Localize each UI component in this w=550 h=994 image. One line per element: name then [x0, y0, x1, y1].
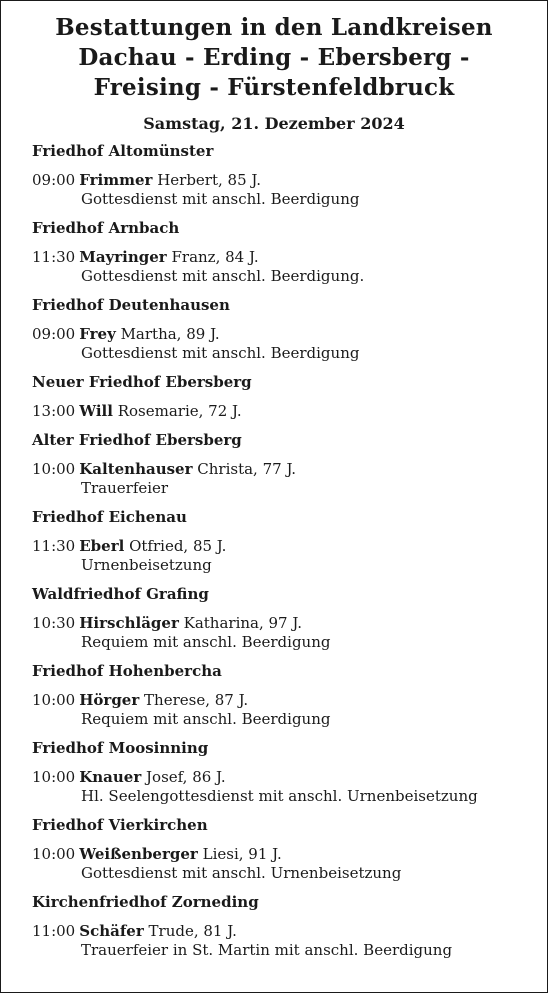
- entry-main-line: [32, 922, 547, 941]
- funeral-entry: [32, 460, 547, 498]
- entry-time: 10:00: [32, 845, 76, 863]
- cemetery-section: [1, 431, 547, 498]
- page-title: [1, 13, 547, 103]
- deceased-surname: Kaltenhauser: [79, 460, 193, 478]
- ceremony-description: Gottesdienst mit anschl. Beerdigung.: [81, 267, 365, 285]
- funeral-entry: [32, 614, 547, 652]
- entry-main-line: [32, 614, 547, 633]
- cemetery-section: [1, 296, 547, 363]
- cemetery-name: Friedhof Arnbach: [32, 219, 180, 237]
- deceased-firstname-age: Franz, 84 J.: [171, 248, 259, 266]
- ceremony-description: Gottesdienst mit anschl. Beerdigung: [81, 344, 360, 362]
- ceremony-description: Trauerfeier: [81, 479, 169, 497]
- funeral-entry: [32, 325, 547, 363]
- cemetery-section: [1, 508, 547, 575]
- entry-main-line: [32, 691, 547, 710]
- cemetery-name: Friedhof Moosinning: [32, 739, 209, 757]
- entry-main-line: [32, 460, 547, 479]
- cemetery-section: [1, 662, 547, 729]
- entry-main-line: [32, 325, 547, 344]
- date-line: Samstag, 21. Dezember 2024: [143, 114, 405, 133]
- ceremony-description: Gottesdienst mit anschl. Urnenbeisetzung: [81, 864, 402, 882]
- ceremony-description: Requiem mit anschl. Beerdigung: [81, 633, 331, 651]
- cemetery-name: Kirchenfriedhof Zorneding: [32, 893, 259, 911]
- funeral-entry: [32, 922, 547, 960]
- deceased-firstname-age: Martha, 89 J.: [120, 325, 220, 343]
- funeral-entry: [32, 402, 547, 421]
- deceased-surname: Frey: [79, 325, 116, 343]
- entry-time: 09:00: [32, 171, 76, 189]
- cemetery-section: [1, 142, 547, 209]
- cemetery-section: [1, 219, 547, 286]
- entry-main-line: [32, 845, 547, 864]
- deceased-firstname-age: Therese, 87 J.: [144, 691, 249, 709]
- entry-time: 10:00: [32, 691, 76, 709]
- funeral-entry: [32, 691, 547, 729]
- entry-time: 11:30: [32, 248, 76, 266]
- cemetery-name: Friedhof Deutenhausen: [32, 296, 230, 314]
- ceremony-description: Requiem mit anschl. Beerdigung: [81, 710, 331, 728]
- deceased-firstname-age: Otfried, 85 J.: [129, 537, 227, 555]
- deceased-firstname-age: Liesi, 91 J.: [202, 845, 282, 863]
- deceased-firstname-age: Herbert, 85 J.: [157, 171, 262, 189]
- cemetery-section: [1, 816, 547, 883]
- cemetery-name: Friedhof Altomünster: [32, 142, 214, 160]
- cemetery-section: [1, 585, 547, 652]
- funeral-entry: [32, 768, 547, 806]
- funeral-entry: [32, 537, 547, 575]
- deceased-surname: Hirschläger: [79, 614, 179, 632]
- cemetery-section: [1, 373, 547, 421]
- deceased-firstname-age: Katharina, 97 J.: [183, 614, 302, 632]
- deceased-surname: Knauer: [79, 768, 142, 786]
- cemetery-name: Alter Friedhof Ebersberg: [32, 431, 242, 449]
- deceased-firstname-age: Trude, 81 J.: [148, 922, 237, 940]
- deceased-surname: Will: [79, 402, 113, 420]
- deceased-surname: Weißenberger: [79, 845, 198, 863]
- entry-main-line: [32, 768, 547, 787]
- entry-main-line: [32, 537, 547, 556]
- cemetery-name: Friedhof Hohenbercha: [32, 662, 222, 680]
- entry-main-line: [32, 402, 547, 421]
- funeral-entry: [32, 248, 547, 286]
- entry-time: 11:30: [32, 537, 76, 555]
- title-line: Dachau - Erding - Ebersberg -: [78, 44, 470, 71]
- cemetery-name: Friedhof Vierkirchen: [32, 816, 208, 834]
- ceremony-description: Urnenbeisetzung: [81, 556, 212, 574]
- deceased-firstname-age: Josef, 86 J.: [146, 768, 226, 786]
- cemetery-section: [1, 893, 547, 960]
- ceremony-description: Trauerfeier in St. Martin mit anschl. Beerdigung: [81, 941, 453, 959]
- entry-time: 09:00: [32, 325, 76, 343]
- ceremony-description: Gottesdienst mit anschl. Beerdigung: [81, 190, 360, 208]
- deceased-surname: Eberl: [79, 537, 125, 555]
- entry-time: 13:00: [32, 402, 76, 420]
- deceased-surname: Hörger: [79, 691, 140, 709]
- cemetery-list: [1, 142, 547, 960]
- cemetery-name: Waldfriedhof Grafing: [32, 585, 209, 603]
- cemetery-section: [1, 739, 547, 806]
- funeral-entry: [32, 845, 547, 883]
- deceased-surname: Mayringer: [79, 248, 167, 266]
- entry-time: 10:00: [32, 768, 76, 786]
- entry-time: 11:00: [32, 922, 76, 940]
- entry-time: 10:30: [32, 614, 76, 632]
- title-line: Bestattungen in den Landkreisen: [55, 14, 493, 41]
- funeral-entry: [32, 171, 547, 209]
- deceased-firstname-age: Christa, 77 J.: [197, 460, 297, 478]
- title-line: Freising - Fürstenfeldbruck: [93, 74, 455, 101]
- cemetery-name: Neuer Friedhof Ebersberg: [32, 373, 252, 391]
- deceased-surname: Schäfer: [79, 922, 144, 940]
- deceased-firstname-age: Rosemarie, 72 J.: [117, 402, 242, 420]
- entry-time: 10:00: [32, 460, 76, 478]
- entry-main-line: [32, 171, 547, 190]
- entry-main-line: [32, 248, 547, 267]
- cemetery-name: Friedhof Eichenau: [32, 508, 187, 526]
- ceremony-description: Hl. Seelengottesdienst mit anschl. Urnenbeisetzung: [81, 787, 478, 805]
- deceased-surname: Frimmer: [79, 171, 153, 189]
